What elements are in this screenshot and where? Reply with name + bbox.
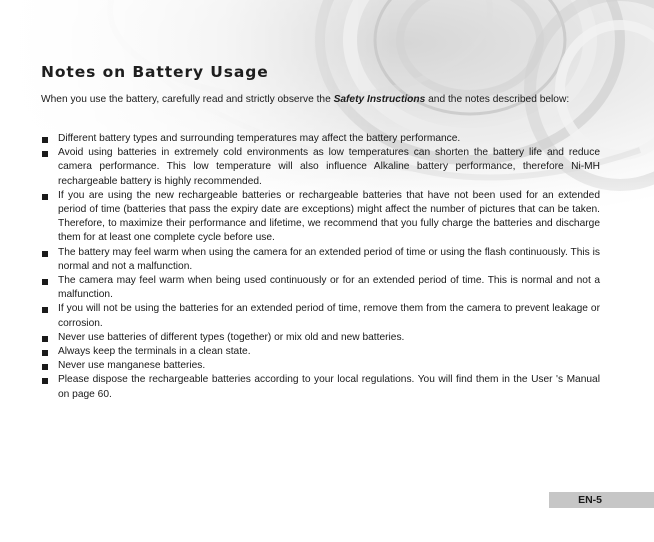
list-item-text: Never use batteries of different types (together) or mix old and new batteries. [58, 331, 405, 343]
square-bullet-icon [42, 151, 48, 157]
list-item-text: Avoid using batteries in extremely cold environments as low temperatures can shorten the battery life and reduce camera performance. This low temperature will also influence Alkaline battery performance, therefore Ni-MH rechargeable battery is highly recommended. [58, 147, 600, 187]
list-item-text: Different battery types and surrounding temperatures may affect the battery performance. [58, 133, 461, 144]
safety-instructions-reference: Safety Instructions [333, 94, 426, 105]
square-bullet-icon [42, 137, 48, 143]
list-item-text: If you are using the new rechargeable batteries or rechargeable batteries that have not been used for an extended period of time (batteries that pass the expiry date are exceptions) might affect the number of pictures that can be taken. Therefore, to maximize their performance and lifetime, we recommend that you fully charge the batteries and discharge them for at least one complete cycle before use. [58, 189, 600, 244]
list-item [41, 302, 600, 330]
battery-notes-list [41, 132, 600, 402]
page-number: EN-5 [578, 494, 602, 506]
list-item [41, 345, 600, 359]
list-item [41, 132, 600, 146]
list-item [41, 189, 600, 246]
list-item-text: The battery may feel warm when using the camera for an extended period of time or using the flash continuously. This is normal and not a malfunction. [58, 246, 600, 272]
square-bullet-icon [42, 378, 48, 384]
square-bullet-icon [42, 350, 48, 356]
list-item [41, 331, 600, 345]
list-item [41, 146, 600, 189]
list-item [41, 246, 600, 274]
square-bullet-icon [42, 251, 48, 257]
intro-paragraph [41, 92, 600, 107]
page-title: Notes on Battery Usage [41, 63, 269, 81]
list-item [41, 373, 600, 401]
list-item-text: The camera may feel warm when being used continuously or for an extended period of time. This is normal and not a malfunction. [58, 275, 600, 301]
page-number-tab [549, 492, 654, 508]
intro-text-before: When you use the battery, carefully read and strictly observe the [41, 94, 334, 105]
list-item-text: Never use manganese batteries. [58, 360, 206, 372]
intro-text-after: and the notes described below: [425, 94, 570, 105]
list-item-text: Please dispose the rechargeable batteries according to your local regulations. You will find them in the User 's Manual on page 60. [58, 374, 600, 400]
square-bullet-icon [42, 364, 48, 370]
square-bullet-icon [42, 194, 48, 200]
list-item [41, 359, 600, 373]
list-item-text: If you will not be using the batteries for an extended period of time, remove them from the camera to prevent leakage or corrosion. [58, 303, 600, 329]
list-item [41, 274, 600, 302]
square-bullet-icon [42, 307, 48, 313]
list-item-text: Always keep the terminals in a clean state. [58, 346, 251, 358]
square-bullet-icon [42, 279, 48, 285]
square-bullet-icon [42, 336, 48, 342]
